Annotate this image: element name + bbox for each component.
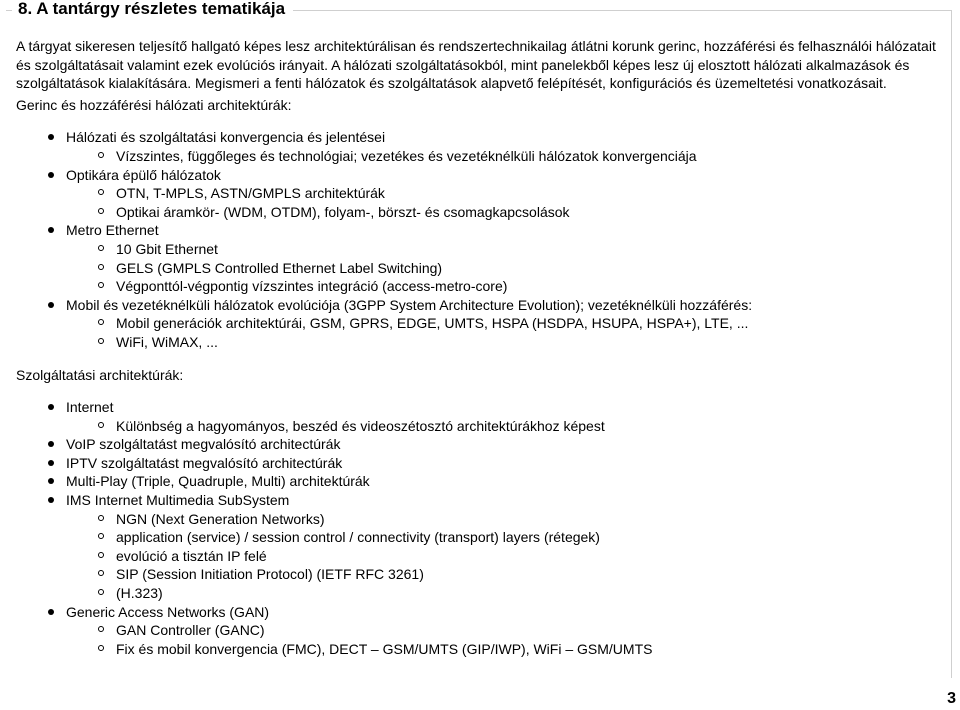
circle-bullet-icon bbox=[98, 189, 104, 195]
list-item-label: IPTV szolgáltatást megvalósító architectúrák bbox=[66, 454, 343, 471]
list-item-label: Internet bbox=[66, 399, 114, 416]
circle-bullet-icon bbox=[98, 552, 104, 558]
sub-list-item bbox=[66, 184, 946, 203]
sub-list-item bbox=[66, 417, 946, 436]
intro-paragraph: A tárgyat sikeresen teljesítő hallgató képes lesz architektúrálisan és rendszertechnikailag átlátni korunk gerinc, hozzáférési és felhasználói hálózatait és szolgáltatásait valamint ezek evolúciós irányait. A hálózati szolgáltatásokból, mint panelekből képes lesz új elosztott hálózati alkalmazások és szolgáltatások kialakítására. Megismeri a fenti hálózatok és szolgáltatások alapvető felépítését, konfigurációs és üzemeltetési vonatkozásait. bbox=[16, 38, 936, 92]
list-item-label: Multi-Play (Triple, Quadruple, Multi) architektúrák bbox=[66, 473, 370, 490]
bullet-icon bbox=[48, 227, 54, 233]
sub-list bbox=[66, 147, 946, 166]
sub-list-item bbox=[66, 240, 946, 259]
bullet-icon bbox=[48, 609, 54, 615]
bullet-icon bbox=[48, 302, 54, 308]
list-item bbox=[16, 603, 946, 659]
list-item-label: VoIP szolgáltatást megvalósító architectúrák bbox=[66, 436, 341, 453]
network-architectures-heading: Gerinc és hozzáférési hálózati architektúrák: bbox=[16, 96, 292, 113]
list-item-label: Hálózati és szolgáltatási konvergencia és jelentései bbox=[66, 129, 386, 146]
sub-list-item bbox=[66, 565, 946, 584]
circle-bullet-icon bbox=[98, 282, 104, 288]
bullet-icon bbox=[48, 172, 54, 178]
circle-bullet-icon bbox=[98, 245, 104, 251]
list-item bbox=[16, 166, 946, 222]
service-architectures-heading: Szolgáltatási architektúrák: bbox=[16, 366, 184, 383]
bullet-icon bbox=[48, 478, 54, 484]
circle-bullet-icon bbox=[98, 570, 104, 576]
list-item bbox=[16, 296, 946, 352]
circle-bullet-icon bbox=[98, 208, 104, 214]
sub-list-item-label: SIP (Session Initiation Protocol) (IETF RFC 3261) bbox=[116, 566, 424, 583]
list-item bbox=[16, 221, 946, 295]
sub-list-item-label: OTN, T-MPLS, ASTN/GMPLS architektúrák bbox=[116, 185, 385, 202]
circle-bullet-icon bbox=[98, 533, 104, 539]
sub-list-item bbox=[66, 203, 946, 222]
list-item-label: Optikára épülő hálózatok bbox=[66, 166, 221, 183]
list-item-label: Generic Access Networks (GAN) bbox=[66, 603, 270, 620]
bullet-icon bbox=[48, 460, 54, 466]
sub-list-item-label: application (service) / session control / connectivity (transport) layers (rétegek) bbox=[116, 529, 600, 546]
sub-list-item bbox=[66, 277, 946, 296]
circle-bullet-icon bbox=[98, 515, 104, 521]
sub-list-item bbox=[66, 259, 946, 278]
list-item bbox=[16, 128, 946, 165]
sub-list bbox=[66, 184, 946, 221]
circle-bullet-icon bbox=[98, 645, 104, 651]
list-item-label: Mobil és vezetéknélküli hálózatok evolúciója (3GPP System Architecture Evolution); vezetéknélküli hozzáférés: bbox=[66, 296, 753, 313]
circle-bullet-icon bbox=[98, 589, 104, 595]
sub-list-item-label: Optikai áramkör- (WDM, OTDM), folyam-, börszt- és csomagkapcsolások bbox=[116, 203, 570, 220]
list-item-label: Metro Ethernet bbox=[66, 222, 159, 239]
sub-list-item-label: evolúció a tisztán IP felé bbox=[116, 547, 267, 564]
network-architectures-list bbox=[16, 128, 946, 351]
sub-list bbox=[66, 621, 946, 658]
sub-list-item bbox=[66, 510, 946, 529]
circle-bullet-icon bbox=[98, 319, 104, 325]
sub-list-item-label: Fix és mobil konvergencia (FMC), DECT – GSM/UMTS (GIP/IWP), WiFi – GSM/UMTS bbox=[116, 640, 653, 657]
list-item bbox=[16, 491, 946, 603]
sub-list-item-label: Különbség a hagyományos, beszéd és videoszétosztó architektúrákhoz képest bbox=[116, 417, 605, 434]
bullet-icon bbox=[48, 441, 54, 447]
sub-list-item-label: Végponttól-végpontig vízszintes integráció (access-metro-core) bbox=[116, 278, 508, 295]
sub-list bbox=[66, 314, 946, 351]
list-item bbox=[16, 398, 946, 435]
bullet-icon bbox=[48, 134, 54, 140]
list-item-label: IMS Internet Multimedia SubSystem bbox=[66, 492, 290, 509]
list-item bbox=[16, 472, 946, 491]
sub-list-item-label: WiFi, WiMAX, ... bbox=[116, 333, 218, 350]
sub-list-item bbox=[66, 547, 946, 566]
bullet-icon bbox=[48, 404, 54, 410]
sub-list-item bbox=[66, 314, 946, 333]
section-content bbox=[16, 37, 946, 658]
sub-list-item bbox=[66, 640, 946, 659]
sub-list bbox=[66, 417, 946, 436]
circle-bullet-icon bbox=[98, 422, 104, 428]
circle-bullet-icon bbox=[98, 626, 104, 632]
sub-list-item bbox=[66, 528, 946, 547]
sub-list-item bbox=[66, 621, 946, 640]
sub-list-item bbox=[66, 584, 946, 603]
sub-list bbox=[66, 240, 946, 296]
sub-list-item-label: Vízszintes, függőleges és technológiai; vezetékes és vezetéknélküli hálózatok konvergenciája bbox=[116, 147, 697, 164]
sub-list bbox=[66, 510, 946, 603]
sub-list-item bbox=[66, 147, 946, 166]
page-number: 3 bbox=[947, 690, 956, 707]
sub-list-item-label: 10 Gbit Ethernet bbox=[116, 240, 218, 257]
circle-bullet-icon bbox=[98, 152, 104, 158]
sub-list-item bbox=[66, 333, 946, 352]
bullet-icon bbox=[48, 497, 54, 503]
list-item bbox=[16, 435, 946, 454]
circle-bullet-icon bbox=[98, 338, 104, 344]
sub-list-item-label: (H.323) bbox=[116, 585, 163, 602]
sub-list-item-label: Mobil generációk architektúrái, GSM, GPRS, EDGE, UMTS, HSPA (HSDPA, HSUPA, HSPA+), LTE, ... bbox=[116, 315, 749, 332]
circle-bullet-icon bbox=[98, 264, 104, 270]
sub-list-item-label: NGN (Next Generation Networks) bbox=[116, 510, 325, 527]
sub-list-item-label: GELS (GMPLS Controlled Ethernet Label Switching) bbox=[116, 259, 443, 276]
section-title: 8. A tantárgy részletes tematikája bbox=[12, 0, 293, 19]
sub-list-item-label: GAN Controller (GANC) bbox=[116, 622, 265, 639]
service-architectures-list bbox=[16, 398, 946, 658]
list-item bbox=[16, 454, 946, 473]
